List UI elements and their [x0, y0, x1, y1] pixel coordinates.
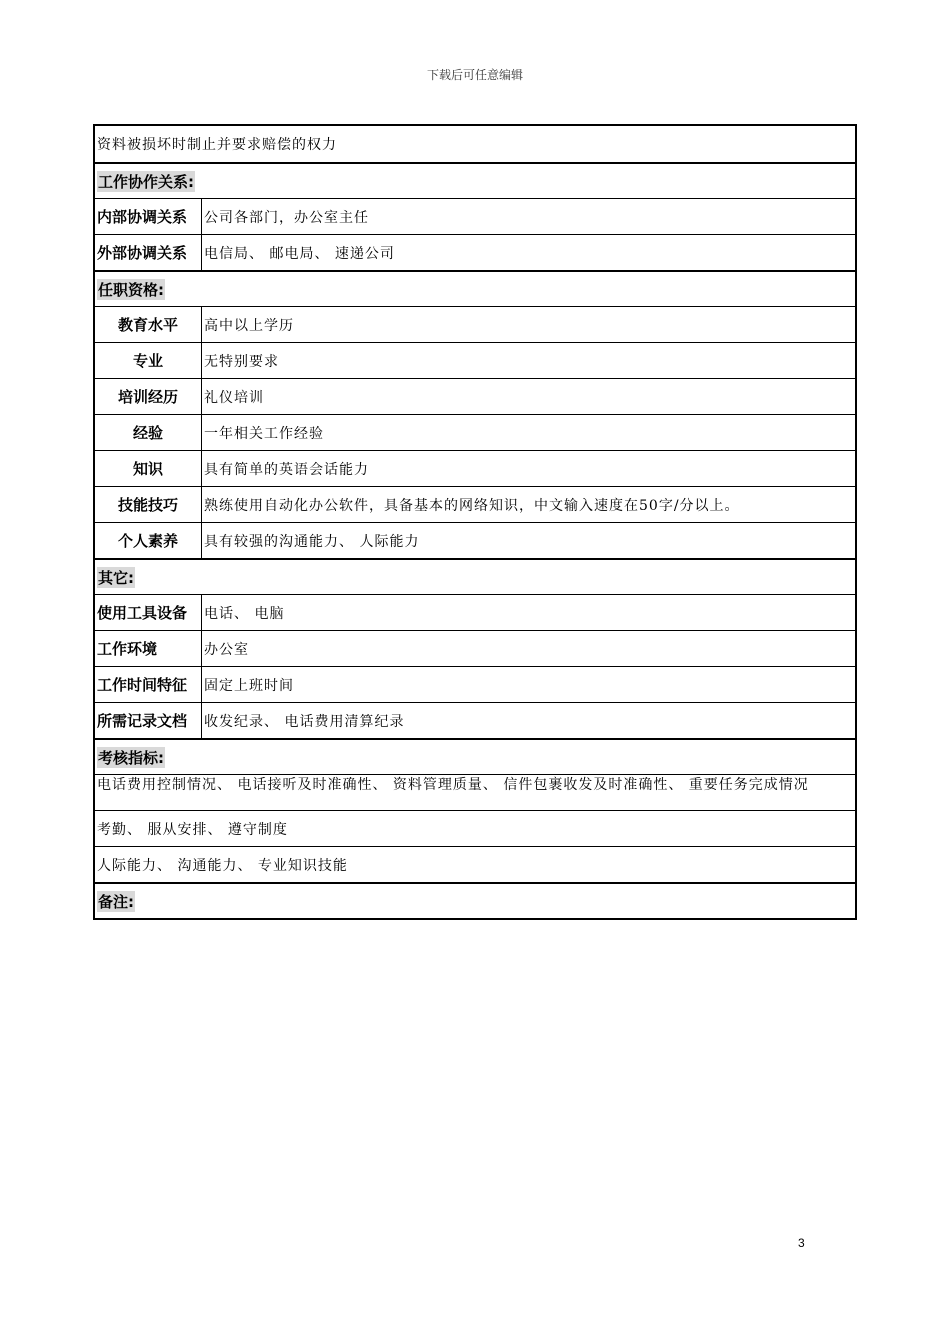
table-row	[95, 342, 855, 378]
row-label: 工作时间特征	[95, 667, 202, 702]
row-label: 工作环境	[95, 631, 202, 666]
rights-row	[95, 126, 855, 162]
row-value: 无特别要求	[204, 353, 279, 370]
table-row	[95, 198, 855, 234]
row-label: 专业	[95, 343, 202, 378]
table-row	[95, 666, 855, 702]
assessment-item: 电话费用控制情况、 电话接听及时准确性、 资料管理质量、 信件包裹收发及时准确性、 重要任务完成情况	[97, 777, 809, 793]
row-value: 具有简单的英语会话能力	[204, 461, 369, 478]
section-title-other: 其它:	[98, 568, 134, 587]
row-value: 一年相关工作经验	[204, 425, 324, 442]
row-value: 办公室	[204, 641, 249, 658]
row-label: 个人素养	[95, 523, 202, 558]
list-item	[95, 846, 855, 882]
row-value: 固定上班时间	[204, 677, 294, 694]
section-title-qualifications: 任职资格:	[98, 280, 164, 299]
section-header-qualifications	[95, 270, 855, 306]
row-label: 使用工具设备	[95, 595, 202, 630]
rights-text: 资料被损坏时制止并要求赔偿的权力	[97, 137, 337, 153]
row-label: 所需记录文档	[95, 703, 202, 738]
row-label: 培训经历	[95, 379, 202, 414]
section-title-remarks: 备注:	[98, 892, 134, 911]
row-label: 经验	[95, 415, 202, 450]
section-header-remarks	[95, 882, 855, 918]
table-row	[95, 522, 855, 558]
section-title-assessment: 考核指标:	[98, 748, 164, 767]
list-item	[95, 774, 855, 810]
page-number: 3	[798, 1236, 805, 1250]
table-row	[95, 702, 855, 738]
section-header-other	[95, 558, 855, 594]
header-note: 下载后可任意编辑	[426, 68, 523, 82]
row-label: 外部协调关系	[95, 235, 202, 270]
section-header-cooperation	[95, 162, 855, 198]
row-value: 具有较强的沟通能力、 人际能力	[204, 533, 420, 550]
table-row	[95, 486, 855, 522]
row-label: 教育水平	[95, 307, 202, 342]
table-row	[95, 234, 855, 270]
row-value: 电信局、 邮电局、 速递公司	[204, 245, 395, 262]
list-item	[95, 810, 855, 846]
section-title-cooperation: 工作协作关系:	[98, 172, 194, 191]
section-header-assessment	[95, 738, 855, 774]
table-row	[95, 414, 855, 450]
row-value: 礼仪培训	[204, 389, 264, 406]
table-row	[95, 378, 855, 414]
table-row	[95, 630, 855, 666]
row-value: 电话、 电脑	[204, 605, 285, 622]
assessment-item: 人际能力、 沟通能力、 专业知识技能	[97, 857, 348, 874]
table-row	[95, 594, 855, 630]
row-label: 技能技巧	[95, 487, 202, 522]
row-label: 知识	[95, 451, 202, 486]
table-row	[95, 450, 855, 486]
row-value: 收发纪录、 电话费用清算纪录	[204, 713, 405, 730]
row-value: 高中以上学历	[204, 317, 294, 334]
row-value: 熟练使用自动化办公软件，具备基本的网络知识，中文输入速度在50字/分以上。	[204, 497, 740, 514]
table-row	[95, 306, 855, 342]
row-value: 公司各部门，办公室主任	[204, 209, 369, 226]
job-description-form	[93, 124, 857, 920]
assessment-item: 考勤、 服从安排、 遵守制度	[97, 821, 288, 838]
row-label: 内部协调关系	[95, 199, 202, 234]
